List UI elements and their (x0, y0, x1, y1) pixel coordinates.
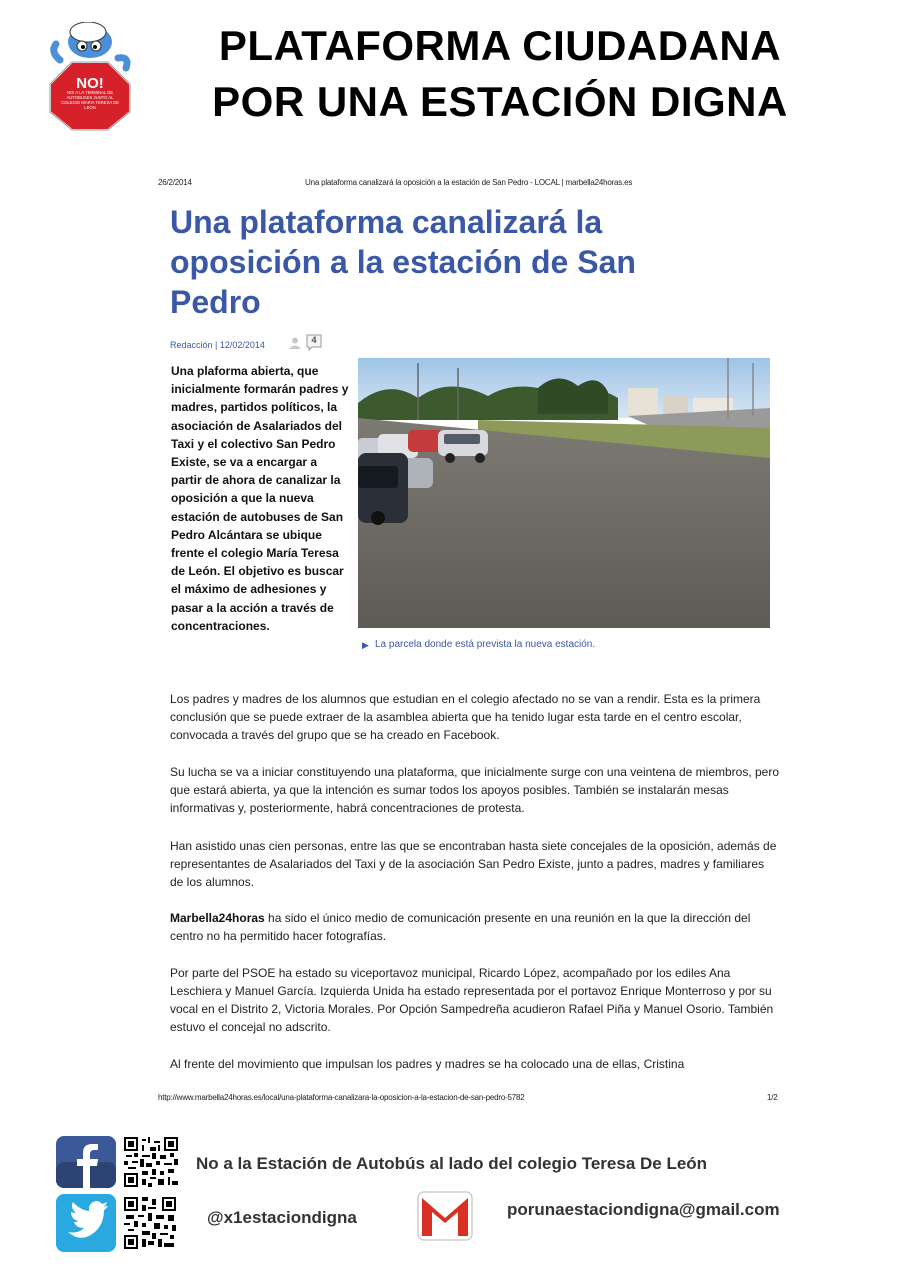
source-name: Marbella24horas (170, 911, 265, 925)
paragraph-2: Su lucha se va a iniciar constituyendo una plataforma, que inicialmente surge con una veintena de miembros, pero que estará abierta, ya que la intención es sumar todos los apoyos posibles. También se instalarán mesas informativas y, posteriormente, habrá concentraciones de protesta. (170, 765, 780, 815)
article-photo (358, 358, 770, 628)
email-address[interactable]: porunaestaciondigna@gmail.com (507, 1200, 780, 1219)
twitter-handle[interactable]: @x1estaciondigna (207, 1208, 357, 1227)
print-url: http://www.marbella24horas.es/local/una-plataforma-canalizara-la-oposicion-a-la-estacion-de-san-pedro-5782 (158, 1093, 525, 1102)
page-title (150, 18, 850, 130)
paragraph-1: Los padres y madres de los alumnos que estudian en el colegio afectado no se van a rendir. Esta es la primera conclusión que se puede extraer de la asamblea abierta que ha tenido lugar esta tarde en el centro escolar, convocada a través del grupo que se ha creado en Facebook. (170, 692, 761, 742)
photo-caption: La parcela donde está prevista la nueva estación. (375, 639, 596, 650)
twitter-icon[interactable] (56, 1194, 116, 1252)
title-line-2: POR UNA ESTACIÓN DIGNA (212, 78, 788, 125)
print-page-number: 1/2 (767, 1093, 778, 1102)
paragraph-4-text: ha sido el único medio de comunicación presente en una reunión en la que la dirección del centro no ha permitido hacer fotografías. (170, 911, 751, 943)
caption-arrow-icon: ▶ (362, 640, 369, 650)
logo-big-text: NO! (76, 75, 104, 92)
byline: Redacción | 12/02/2014 (170, 340, 265, 350)
paragraph-3: Han asistido unas cien personas, entre las que se encontraban hasta siete concejales de la oposición, además de representantes de Asalariados del Taxi y de la asociación San Pedro Existe, junto a padres, madres y familiares de los alumnos. (170, 839, 777, 889)
comment-count: 4 (311, 335, 317, 345)
footer-slogan: No a la Estación de Autobús al lado del colegio Teresa De León (196, 1154, 708, 1173)
gmail-icon[interactable] (416, 1186, 474, 1244)
stop-sign-logo-icon (42, 22, 138, 132)
article-title: Una plataforma canalizará la oposición a la estación de San Pedro (170, 204, 636, 320)
comment-count-badge[interactable] (306, 334, 322, 351)
user-icon (288, 336, 302, 350)
paragraph-4 (170, 909, 780, 945)
qr-code-icon (124, 1137, 178, 1187)
print-page-title: Una plataforma canalizará la oposición a la estación de San Pedro - LOCAL | marbella24horas.es (305, 178, 633, 187)
qr-code-icon (124, 1197, 176, 1249)
article-lead: Una plaforma abierta, que inicialmente formarán padres y madres, partidos políticos, la asociación de Asalariados del Taxi y el colectivo San Pedro Existe, se va a encargar a partir de ahora de canalizar la oposición a que la nueva estación de autobuses de San Pedro Alcántara se ubique frente el colegio María Teresa de León. El objetivo es buscar el máximo de adhesiones y pasar a la acción a través de concentraciones. (171, 364, 349, 633)
logo-small-text: NO! A LA TERMINAL DE AUTOBUSES JUNTO AL COLEGIO MARIA TERESA DE LEON (61, 90, 119, 110)
paragraph-6: Al frente del movimiento que impulsan los padres y madres se ha colocado una de ellas, Cristina (170, 1057, 685, 1071)
print-date: 26/2/2014 (158, 178, 192, 187)
title-line-1: PLATAFORMA CIUDADANA (218, 22, 782, 69)
facebook-icon[interactable] (56, 1136, 116, 1188)
paragraph-5: Por parte del PSOE ha estado su viceportavoz municipal, Ricardo López, acompañado por los ediles Ana Leschiera y Manuel García. Izquierda Unida ha estado representada por el portavoz Enrique Monterroso y por su vocal en el Distrito 2, Victoria Morales. Por Opción Sampedreña acudieron Rafael Piña y Manuel Osorio. También estuvo el concejal no adscrito. (170, 966, 774, 1034)
